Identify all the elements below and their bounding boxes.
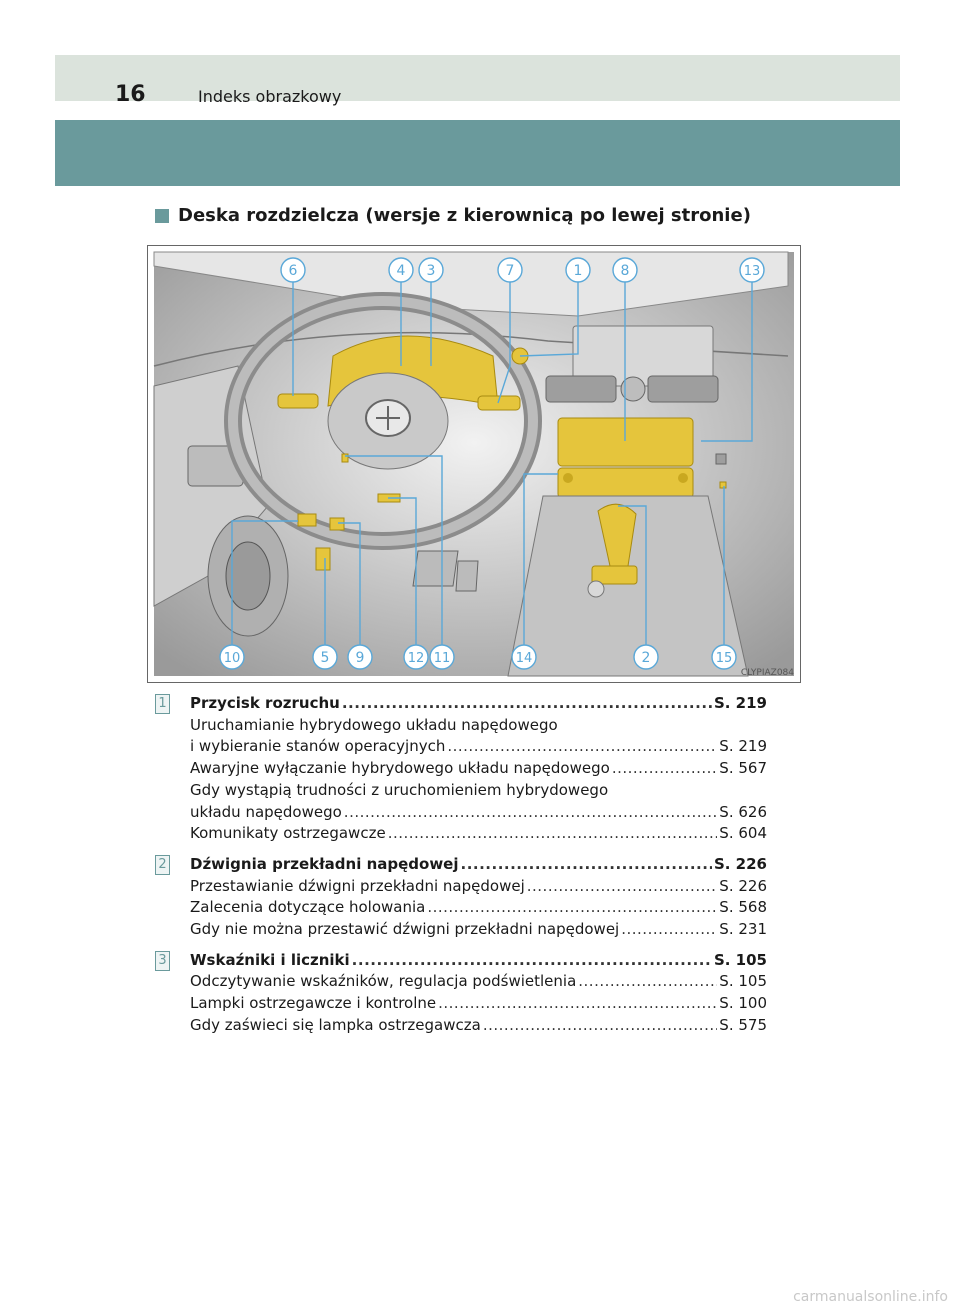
entry-sub-line: [155, 823, 767, 845]
entry-number-badge: 2: [155, 855, 170, 875]
entry-sub-line: [155, 993, 767, 1015]
svg-text:12: 12: [407, 651, 425, 666]
dot-leader: [342, 693, 712, 715]
svg-text:11: 11: [433, 651, 451, 666]
dot-leader: [447, 736, 717, 758]
svg-text:10: 10: [223, 651, 241, 666]
dot-leader: [483, 1015, 717, 1037]
entry-text: Wskaźniki i liczniki: [190, 950, 350, 969]
dot-leader: [621, 919, 717, 941]
dot-leader: [344, 802, 718, 824]
page-reference: S. 105: [719, 972, 767, 991]
entry-text: Przycisk rozruchu: [190, 694, 340, 712]
section-heading: [155, 205, 751, 226]
entry-text: Lampki ostrzegawcze i kontrolne: [190, 994, 437, 1013]
entry-text: Gdy nie można przestawić dźwigni przekładni napędowej: [190, 920, 620, 939]
section-heading-text: Deska rozdzielcza (wersje z kierownicą po lewej stronie): [178, 205, 751, 226]
legend-entries: [155, 693, 767, 1046]
svg-text:5: 5: [320, 650, 330, 666]
page-reference: S. 231: [719, 920, 767, 939]
svg-text:3: 3: [426, 263, 436, 279]
entry-title-line: [155, 950, 767, 972]
page-reference: S. 626: [719, 802, 767, 821]
svg-text:8: 8: [620, 263, 630, 279]
entry-sub-line: [155, 758, 767, 780]
entry-sub-line: [155, 876, 767, 898]
entry-sub-line: [155, 715, 767, 737]
dot-leader: [352, 950, 712, 972]
legend-entry: [155, 693, 767, 845]
page-title: Indeks obrazkowy: [198, 87, 342, 106]
page-reference: S. 567: [719, 759, 767, 778]
svg-text:2: 2: [641, 650, 651, 666]
header-band: [55, 55, 900, 101]
svg-text:9: 9: [355, 650, 365, 666]
entry-text: Uruchamianie hybrydowego układu napędowego: [190, 715, 558, 734]
page-reference: S. 105: [713, 950, 767, 969]
image-code: CLYPIAZ084: [740, 668, 794, 678]
entry-text: Komunikaty ostrzegawcze: [190, 824, 386, 843]
svg-text:15: 15: [715, 651, 733, 666]
dot-leader: [388, 823, 718, 845]
entry-number-badge: 3: [155, 951, 170, 971]
entry-text: Awaryjne wyłączanie hybrydowego układu napędowego: [190, 759, 610, 778]
dot-leader: [578, 971, 717, 993]
entry-text: Gdy zaświeci się lampka ostrzegawcza: [190, 1015, 481, 1034]
entry-text: Przestawianie dźwigni przekładni napędowej: [190, 876, 525, 895]
entry-sub-line: [155, 802, 767, 824]
entry-text: Zalecenia dotyczące holowania: [190, 898, 426, 917]
dashboard-illustration: [147, 245, 801, 683]
dot-leader: [438, 993, 717, 1015]
entry-title-line: [155, 854, 767, 876]
entry-text: i wybieranie stanów operacyjnych: [190, 737, 446, 756]
entry-sub-line: [155, 897, 767, 919]
entry-text: układu napędowego: [190, 802, 342, 821]
footer-watermark: carmanualsonline.info: [793, 1289, 948, 1305]
entry-sub-line: [155, 919, 767, 941]
entry-text: Dźwignia przekładni napędowej: [190, 854, 459, 873]
svg-text:6: 6: [288, 263, 298, 279]
page-reference: S. 219: [713, 694, 767, 712]
entry-sub-line: [155, 1015, 767, 1037]
legend-entry: [155, 950, 767, 1037]
svg-text:4: 4: [396, 263, 406, 279]
legend-entry: [155, 854, 767, 941]
page-reference: S. 219: [719, 737, 767, 756]
page-reference: S. 604: [719, 824, 767, 843]
svg-text:13: 13: [743, 264, 761, 279]
entry-text: Odczytywanie wskaźników, regulacja podświetlenia: [190, 972, 577, 991]
page-reference: S. 100: [719, 994, 767, 1013]
entry-sub-line: [155, 736, 767, 758]
entry-text: Gdy wystąpią trudności z uruchomieniem hybrydowego: [190, 780, 609, 799]
dashboard-drawing: [148, 246, 800, 682]
entry-title-line: [155, 693, 767, 715]
dot-leader: [461, 854, 712, 876]
bullet-square-icon: [155, 209, 169, 223]
page-reference: S. 575: [719, 1015, 767, 1034]
page-reference: S. 226: [719, 876, 767, 895]
entry-number-badge: 1: [155, 694, 170, 714]
entry-sub-line: [155, 780, 767, 802]
svg-text:7: 7: [505, 263, 515, 279]
page-reference: S. 226: [713, 854, 767, 873]
svg-text:14: 14: [515, 651, 533, 666]
dot-leader: [612, 758, 717, 780]
entry-sub-line: [155, 971, 767, 993]
dot-leader: [527, 876, 718, 898]
section-tab-bar: [55, 120, 900, 186]
svg-text:1: 1: [573, 263, 583, 279]
page-reference: S. 568: [719, 898, 767, 917]
dot-leader: [427, 897, 717, 919]
page-number: 16: [115, 82, 146, 107]
